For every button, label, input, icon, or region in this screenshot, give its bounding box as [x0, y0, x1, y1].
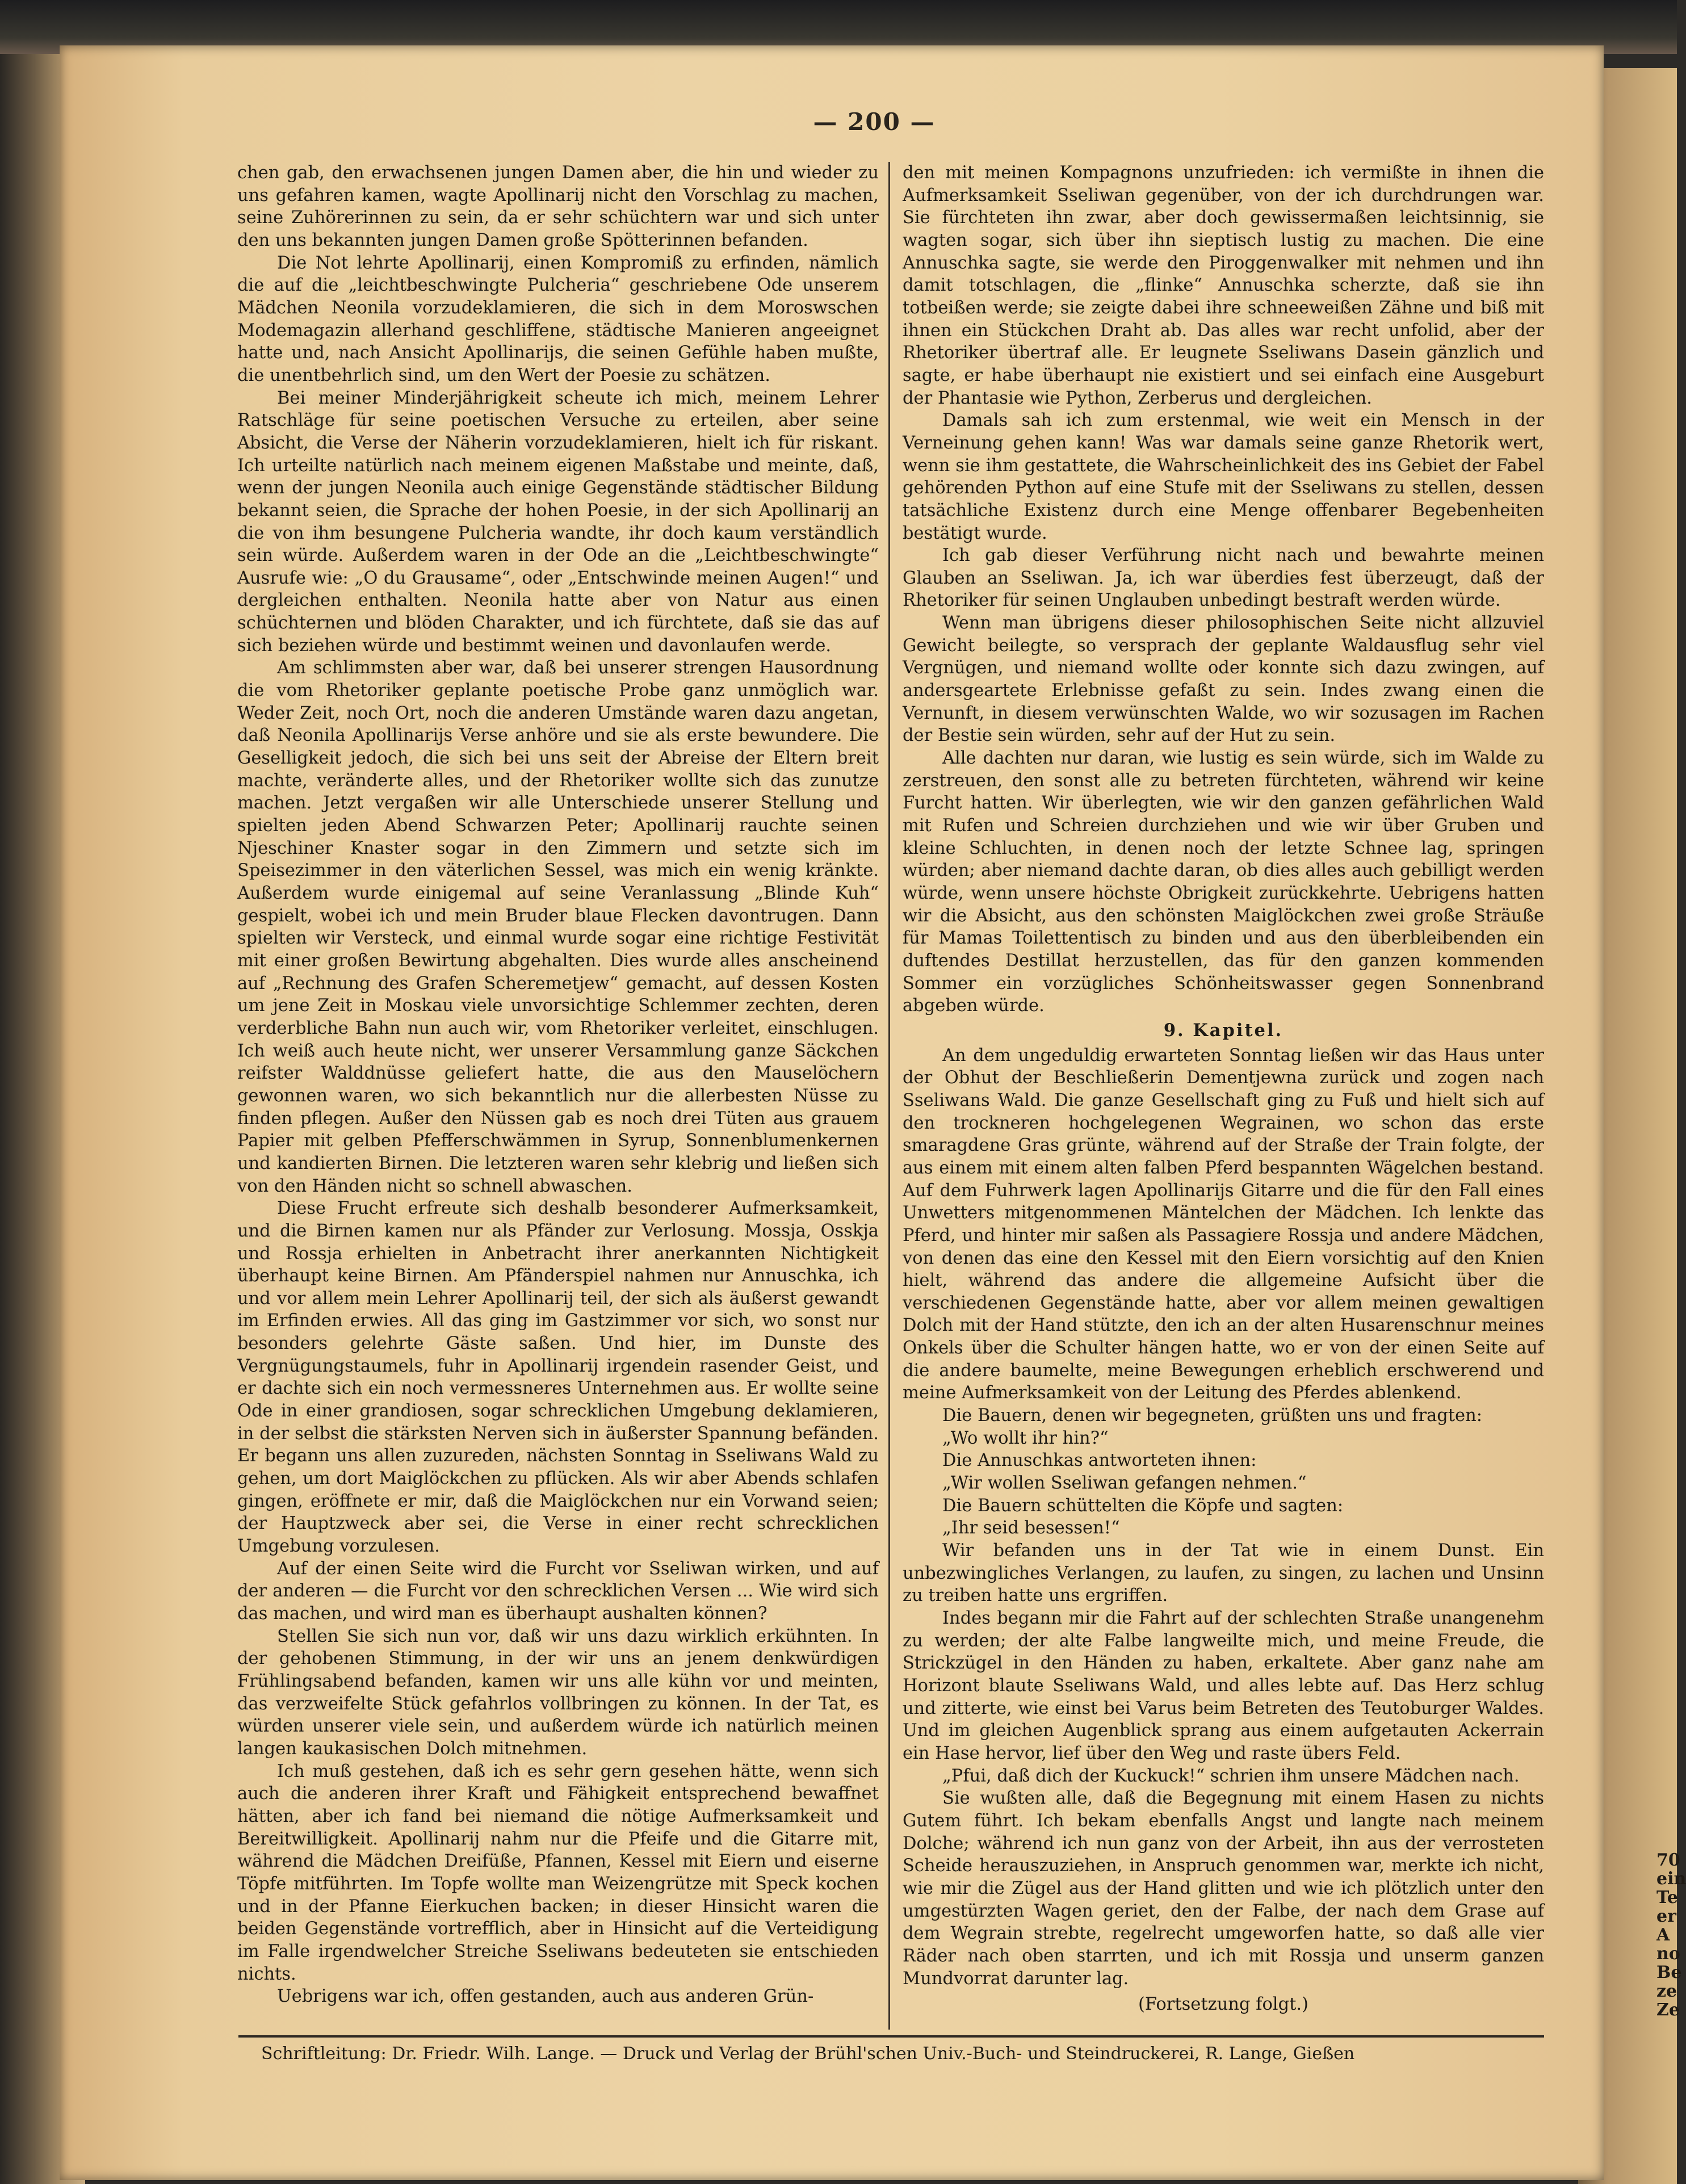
- paragraph: Auf der einen Seite wird die Furcht vor Sseliwan wirken, und auf der anderen — die Furcht vor den schrecklichen Versen ... Wie wird sich das machen, und wird man es überhaupt aushalten können?: [237, 1558, 879, 1624]
- continuation-note: (Fortsetzung folgt.): [1138, 1994, 1308, 2015]
- paragraph: „Ihr seid besessen!“: [942, 1518, 1120, 1539]
- facing-page-fragment: [1656, 1850, 1686, 2020]
- fragment-line: no: [1656, 1944, 1680, 1964]
- paragraph: Wenn man übrigens dieser philosophischen Seite nicht allzuviel Gewicht beilegte, so versprach der geplante Waldausflug sehr viel Vergnügen, und niemand wollte oder konnte sich dazu zwingen, auf andersgeartete Erlebnisse gefaßt zu sein. Indes zwang einen die Vernunft, in diesem verwünschten Walde, wo wir sozusagen im Rachen der Bestie sein würden, sehr auf der Hut zu sein.: [903, 613, 1544, 746]
- paragraph: Ich gab dieser Verführung nicht nach und bewahrte meinen Glauben an Sseliwan. Ja, ich war überdies fest überzeugt, daß der Rhetoriker für seinen Unglauben unbedingt bestraft werden würde.: [903, 546, 1544, 611]
- fragment-line: ein: [1656, 1869, 1686, 1889]
- paragraph: Die Bauern, denen wir begegneten, grüßten uns und fragten:: [942, 1406, 1483, 1426]
- left-column: [237, 162, 879, 2008]
- paragraph: Bei meiner Minderjährigkeit scheute ich mich, meinem Lehrer Ratschläge für seine poetischen Versuche zu erteilen, aber seine Absicht, die Verse der Näherin vorzudeklamieren, hielt ich für riskant. Ich urteilte natürlich nach meinem eigenen Maßstabe und meinte, daß, wenn der jungen Neonila auch einige Gegenstände städtischer Bildung bekannt seien, die Sprache der hohen Poesie, in der sich Apollinarij an die von ihm besungene Pulcheria wandte, ihr doch kaum verständlich sein würde. Außerdem waren in der Ode an die „Leichtbeschwingte“ Ausrufe wie: „O du Grausame“, oder „Entschwinde meinen Augen!“ und dergleichen enthalten. Neonila hatte aber von Natur aus einen schüchternen und blöden Charakter, und ich fürchtete, daß sie das auf sich beziehen würde und bestimmt weinen und davonlaufen werde.: [237, 388, 879, 656]
- column-divider: [888, 162, 890, 2030]
- fragment-line: A: [1656, 1925, 1670, 1945]
- paragraph: Diese Frucht erfreute sich deshalb besonderer Aufmerksamkeit, und die Birnen kamen nur als Pfänder zur Verlosung. Mossja, Osskja und Rossja erhielten in Anbetracht ihrer anerkannten Nichtigkeit überhaupt keine Birnen. Am Pfänderspiel nahmen nur Annuschka, ich und vor allem mein Lehrer Apollinarij teil, der sich als äußerst gewandt im Erfinden erwies. All das ging im Gastzimmer vor sich, wo sonst nur besonders gelehrte Gäste saßen. Und hier, im Dunste des Vergnügungstaumels, fuhr in Apollinarij irgendein rasender Geist, und er dachte sich ein noch vermessneres Unternehmen aus. Er wollte seine Ode in einer grandiosen, sogar schrecklichen Umgebung deklamieren, in der selbst die stärksten Nerven sich in äußerster Spannung befänden. Er begann uns allen zuzureden, nächsten Sonntag in Sseliwans Wald zu gehen, um dort Maiglöckchen zu pflücken. Als wir aber Abends schlafen gingen, eröffnete er mir, daß die Maiglöckchen nur ein Vorwand seien; der Hauptzweck aber sei, die Verse in einer recht schrecklichen Umgebung vorzulesen.: [237, 1198, 879, 1557]
- chapter-heading: 9. Kapitel.: [1163, 1020, 1284, 1041]
- paragraph: chen gab, den erwachsenen jungen Damen aber, die hin und wieder zu uns gefahren kamen, wagte Apollinarij nicht den Vorschlag zu machen, seine Zuhörerinnen zu sein, da er sehr schüchtern war und sich unter den uns bekannten jungen Damen große Spötterinnen befanden.: [237, 163, 879, 250]
- imprint-line: Schriftleitung: Dr. Friedr. Wilh. Lange. — Druck und Verlag der Brühl'schen Univ.-Buch- und Steindruckerei, R. Lange, Gießen: [261, 2044, 1355, 2064]
- fragment-line: 70: [1656, 1850, 1680, 1870]
- right-column: [903, 162, 1544, 2016]
- paragraph: den mit meinen Kompagnons unzufrieden: ich vermißte in ihnen die Aufmerksamkeit Sseliwan gegenüber, von der ich durchdrungen war. Sie fürchteten ihn zwar, aber doch gewissermaßen leichtsinnig, sie wagten sogar, sich über ihn sieptisch lustig zu machen. Die eine Annuschka sagte, sie werde den Piroggenwalker mit nehmen und ihn damit totschlagen, die „flinke“ Annuschka scherzte, daß sie ihn totbeißen werde; sie zeigte dabei ihre schneeweißen Zähne und biß mit ihnen ein Stückchen Draht ab. Das alles war recht unfolid, aber der Rhetoriker übertraf alle. Er leugnete Sseliwans Dasein gänzlich und sagte, er habe überhaupt nie existiert und sei einfach eine Ausgeburt der Phantasie wie Python, Zerberus und dergleichen.: [903, 163, 1544, 408]
- paragraph: Damals sah ich zum erstenmal, wie weit ein Mensch in der Verneinung gehen kann! Was war damals seine ganze Rhetorik wert, wenn sie ihm gestattete, die Wahrscheinlichkeit des ins Gebiet der Fabel gehörenden Python auf eine Stufe mit der Sseliwans zu stellen, dessen tatsächliche Existenz durch eine Menge offenbarer Begebenheiten bestätigt wurde.: [903, 410, 1544, 543]
- fragment-line: ze: [1656, 1981, 1677, 2001]
- fragment-line: er: [1656, 1906, 1676, 1926]
- paragraph: Alle dachten nur daran, wie lustig es sein würde, sich im Walde zu zerstreuen, den sonst alle zu betreten fürchteten, während wir keine Furcht hatten. Wir überlegten, wie wir den ganzen gefährlichen Wald mit Rufen und Schreien durchziehen und wie wir über Gruben und kleine Schluchten, in denen noch der letzte Schnee lag, springen würden; aber niemand dachte daran, ob dies alles auch gebilligt werden würde, wenn unsere höchste Obrigkeit zurückkehrte. Uebrigens hatten wir die Absicht, aus den schönsten Maiglöckchen zwei große Sträuße für Mamas Toilettentisch zu binden und aus den überbleibenden ein duftendes Destillat herzustellen, das für den ganzen kommenden Sommer ein vorzügliches Schönheitswasser gegen Sonnenbrand abgeben würde.: [903, 748, 1544, 1016]
- paragraph: „Pfui, daß dich der Kuckuck!“ schrien ihm unsere Mädchen nach.: [942, 1766, 1520, 1786]
- paragraph: Ich muß gestehen, daß ich es sehr gern gesehen hätte, wenn sich auch die anderen ihrer Kraft und Fähigkeit entsprechend bewaffnet hätten, aber ich fand bei niemand die nötige Aufmerksamkeit und Bereitwilligkeit. Apollinarij nahm nur die Pfeife und die Gitarre mit, während die Mädchen Dreifüße, Pfannen, Kessel mit Eiern und eiserne Töpfe mitführten. Im Topfe wollte man Weizengrütze mit Speck kochen und in der Pfanne Eierkuchen backen; in dieser Hinsicht waren die beiden Gegenstände vortrefflich, aber in Hinsicht auf die Verteidigung im Falle irgendwelcher Streiche Sseliwans bedeuteten sie entschieden nichts.: [237, 1761, 879, 1984]
- fragment-line: Ze: [1656, 2000, 1680, 2020]
- paragraph: An dem ungeduldig erwarteten Sonntag ließen wir das Haus unter der Obhut der Beschließerin Dementjewna zurück und zogen nach Sseliwans Wald. Die ganze Gesellschaft ging zu Fuß und hielt sich auf den trockneren hochgelegenen Wegrainen, wo schon das erste smaragdene Gras grünte, während auf der Straße der Train folgte, der aus einem mit einem alten falben Pferd bespannten Wägelchen bestand. Auf dem Fuhrwerk lagen Apollinarijs Gitarre und die für den Fall eines Unwetters mitgenommenen Mäntelchen der Mädchen. Ich lenkte das Pferd, und hinter mir saßen als Passagiere Rossja und andere Mädchen, von denen das eine den Kessel mit den Eiern vorsichtig auf den Knien hielt, während das andere die allgemeine Aufsicht über die verschiedenen Gegenstände hatte, aber vor allem meinen gewaltigen Dolch mit der Hand stützte, den ich an der alten Husarenschnur meines Onkels über die Schulter hängen hatte, wo er von der einen Seite auf die andere baumelte, meine Bewegungen erheblich erschwerend und meine Aufmerksamkeit von der Leitung des Pferdes ablenkend.: [903, 1045, 1544, 1403]
- paragraph: Stellen Sie sich nun vor, daß wir uns dazu wirklich erkühnten. In der gehobenen Stimmung, in der wir uns an jenem denkwürdigen Frühlingsabend befanden, kamen wir uns alle kühn vor und meinten, das verzweifelte Stück gefahrlos vollbringen zu können. In der Tat, es würden unserer viele sein, und außerdem würde ich natürlich meinen langen kaukasischen Dolch mitnehmen.: [237, 1626, 879, 1759]
- paragraph: Uebrigens war ich, offen gestanden, auch aus anderen Grün-: [277, 1986, 814, 2007]
- paragraph: Sie wußten alle, daß die Begegnung mit einem Hasen zu nichts Gutem führt. Ich bekam ebenfalls Angst und langte nach meinem Dolche; während ich nun ganz von der Arbeit, ihn aus der verrosteten Scheide herauszuziehen, in Anspruch genommen war, merkte ich nicht, wie mir die Zügel aus der Hand glitten und wie ich plötzlich unter den umgestürzten Wagen geriet, den der Falbe, der nach dem Grase auf dem Wegrain strebte, regelrecht umgeworfen hatte, so daß alle vier Räder nach oben starrten, und ich mit Rossja und unserm ganzen Mundvorrat darunter lag.: [903, 1788, 1544, 1989]
- paragraph: Die Not lehrte Apollinarij, einen Kompromiß zu erfinden, nämlich die auf die „leichtbeschwingte Pulcheria“ geschriebene Ode unserem Mädchen Neonila vorzudeklamieren, die sich in dem Moroswschen Modemagazin allerhand geschliffene, städtische Manieren angeeignet hatte und, nach Ansicht Apollinarijs, die seinen Gefühle haben mußte, die unentbehrlich sind, um den Wert der Poesie zu schätzen.: [237, 253, 879, 385]
- paragraph: Indes begann mir die Fahrt auf der schlechten Straße unangenehm zu werden; der alte Falbe langweilte mich, und meine Freude, die Strickzügel in den Händen zu haben, erkaltete. Aber ganz nahe am Horizont blaute Sseliwans Wald, und alles lebte auf. Das Herz schlug und zitterte, wie einst bei Varus beim Betreten des Teutoburger Waldes. Und im gleichen Augenblick sprang aus einem aufgetauten Ackerrain ein Hase hervor, lief über den Weg und raste übers Feld.: [903, 1608, 1544, 1763]
- paragraph: Am schlimmsten aber war, daß bei unserer strengen Hausordnung die vom Rhetoriker geplante poetische Probe ganz unmöglich war. Weder Zeit, noch Ort, noch die anderen Umstände waren dazu angetan, daß Neonila Apollinarijs Verse anhöre und sie als erste bewundere. Die Geselligkeit jedoch, die sich bei uns seit der Abreise der Eltern breit machte, veränderte alles, und der Rhetoriker wollte sich das zunutze machen. Jetzt vergaßen wir alle Unterschiede unserer Stellung und spielten jeden Abend Schwarzen Peter; Apollinarij rauchte seinen Njeschiner Knaster sogar in den Zimmern und setzte sich im Speisezimmer in den väterlichen Sessel, was mich ein wenig kränkte. Außerdem wurde einigemal auf seine Veranlassung „Blinde Kuh“ gespielt, wobei ich und mein Bruder blaue Flecken davontrugen. Dann spielten wir Versteck, und einmal wurde sogar eine richtige Festivität mit einer großen Bewirtung abgehalten. Dies wurde alles anscheinend auf „Rechnung des Grafen Scheremetjew“ gemacht, auf dessen Kosten um jene Zeit in Moskau viele unvorsichtige Schlemmer zechten, deren verderbliche Bahn nun auch wir, vom Rhetoriker verleitet, einschlugen. Ich weiß auch heute nicht, wer unserer Versammlung ganze Säckchen reifster Walddnüsse geliefert hatte, die aus den Mauselöchern gewonnen waren, wo sich bekanntlich nur die allerbesten Nüsse zu finden pflegen. Außer den Nüssen gab es noch drei Tüten aus grauem Papier mit gelben Pfefferschwämmen in Syrup, Sonnenblumenkernen und kandierten Birnen. Die letzteren waren sehr klebrig und ließen sich von den Händen nicht so schnell abwaschen.: [237, 658, 879, 1196]
- paragraph: Die Bauern schüttelten die Köpfe und sagten:: [942, 1495, 1344, 1516]
- fragment-line: Te: [1656, 1888, 1678, 1908]
- page-number: — 200 —: [813, 108, 936, 136]
- paragraph: „Wo wollt ihr hin?“: [942, 1428, 1109, 1448]
- fragment-line: Be: [1656, 1963, 1682, 1982]
- footer-rule: [238, 2035, 1544, 2038]
- paragraph: „Wir wollen Sseliwan gefangen nehmen.“: [942, 1473, 1307, 1494]
- paragraph: Wir befanden uns in der Tat wie in einem Dunst. Ein unbezwingliches Verlangen, zu laufen, zu singen, zu lachen und Unsinn zu treiben hatte uns ergriffen.: [903, 1541, 1544, 1606]
- paragraph: Die Annuschkas antworteten ihnen:: [942, 1451, 1257, 1471]
